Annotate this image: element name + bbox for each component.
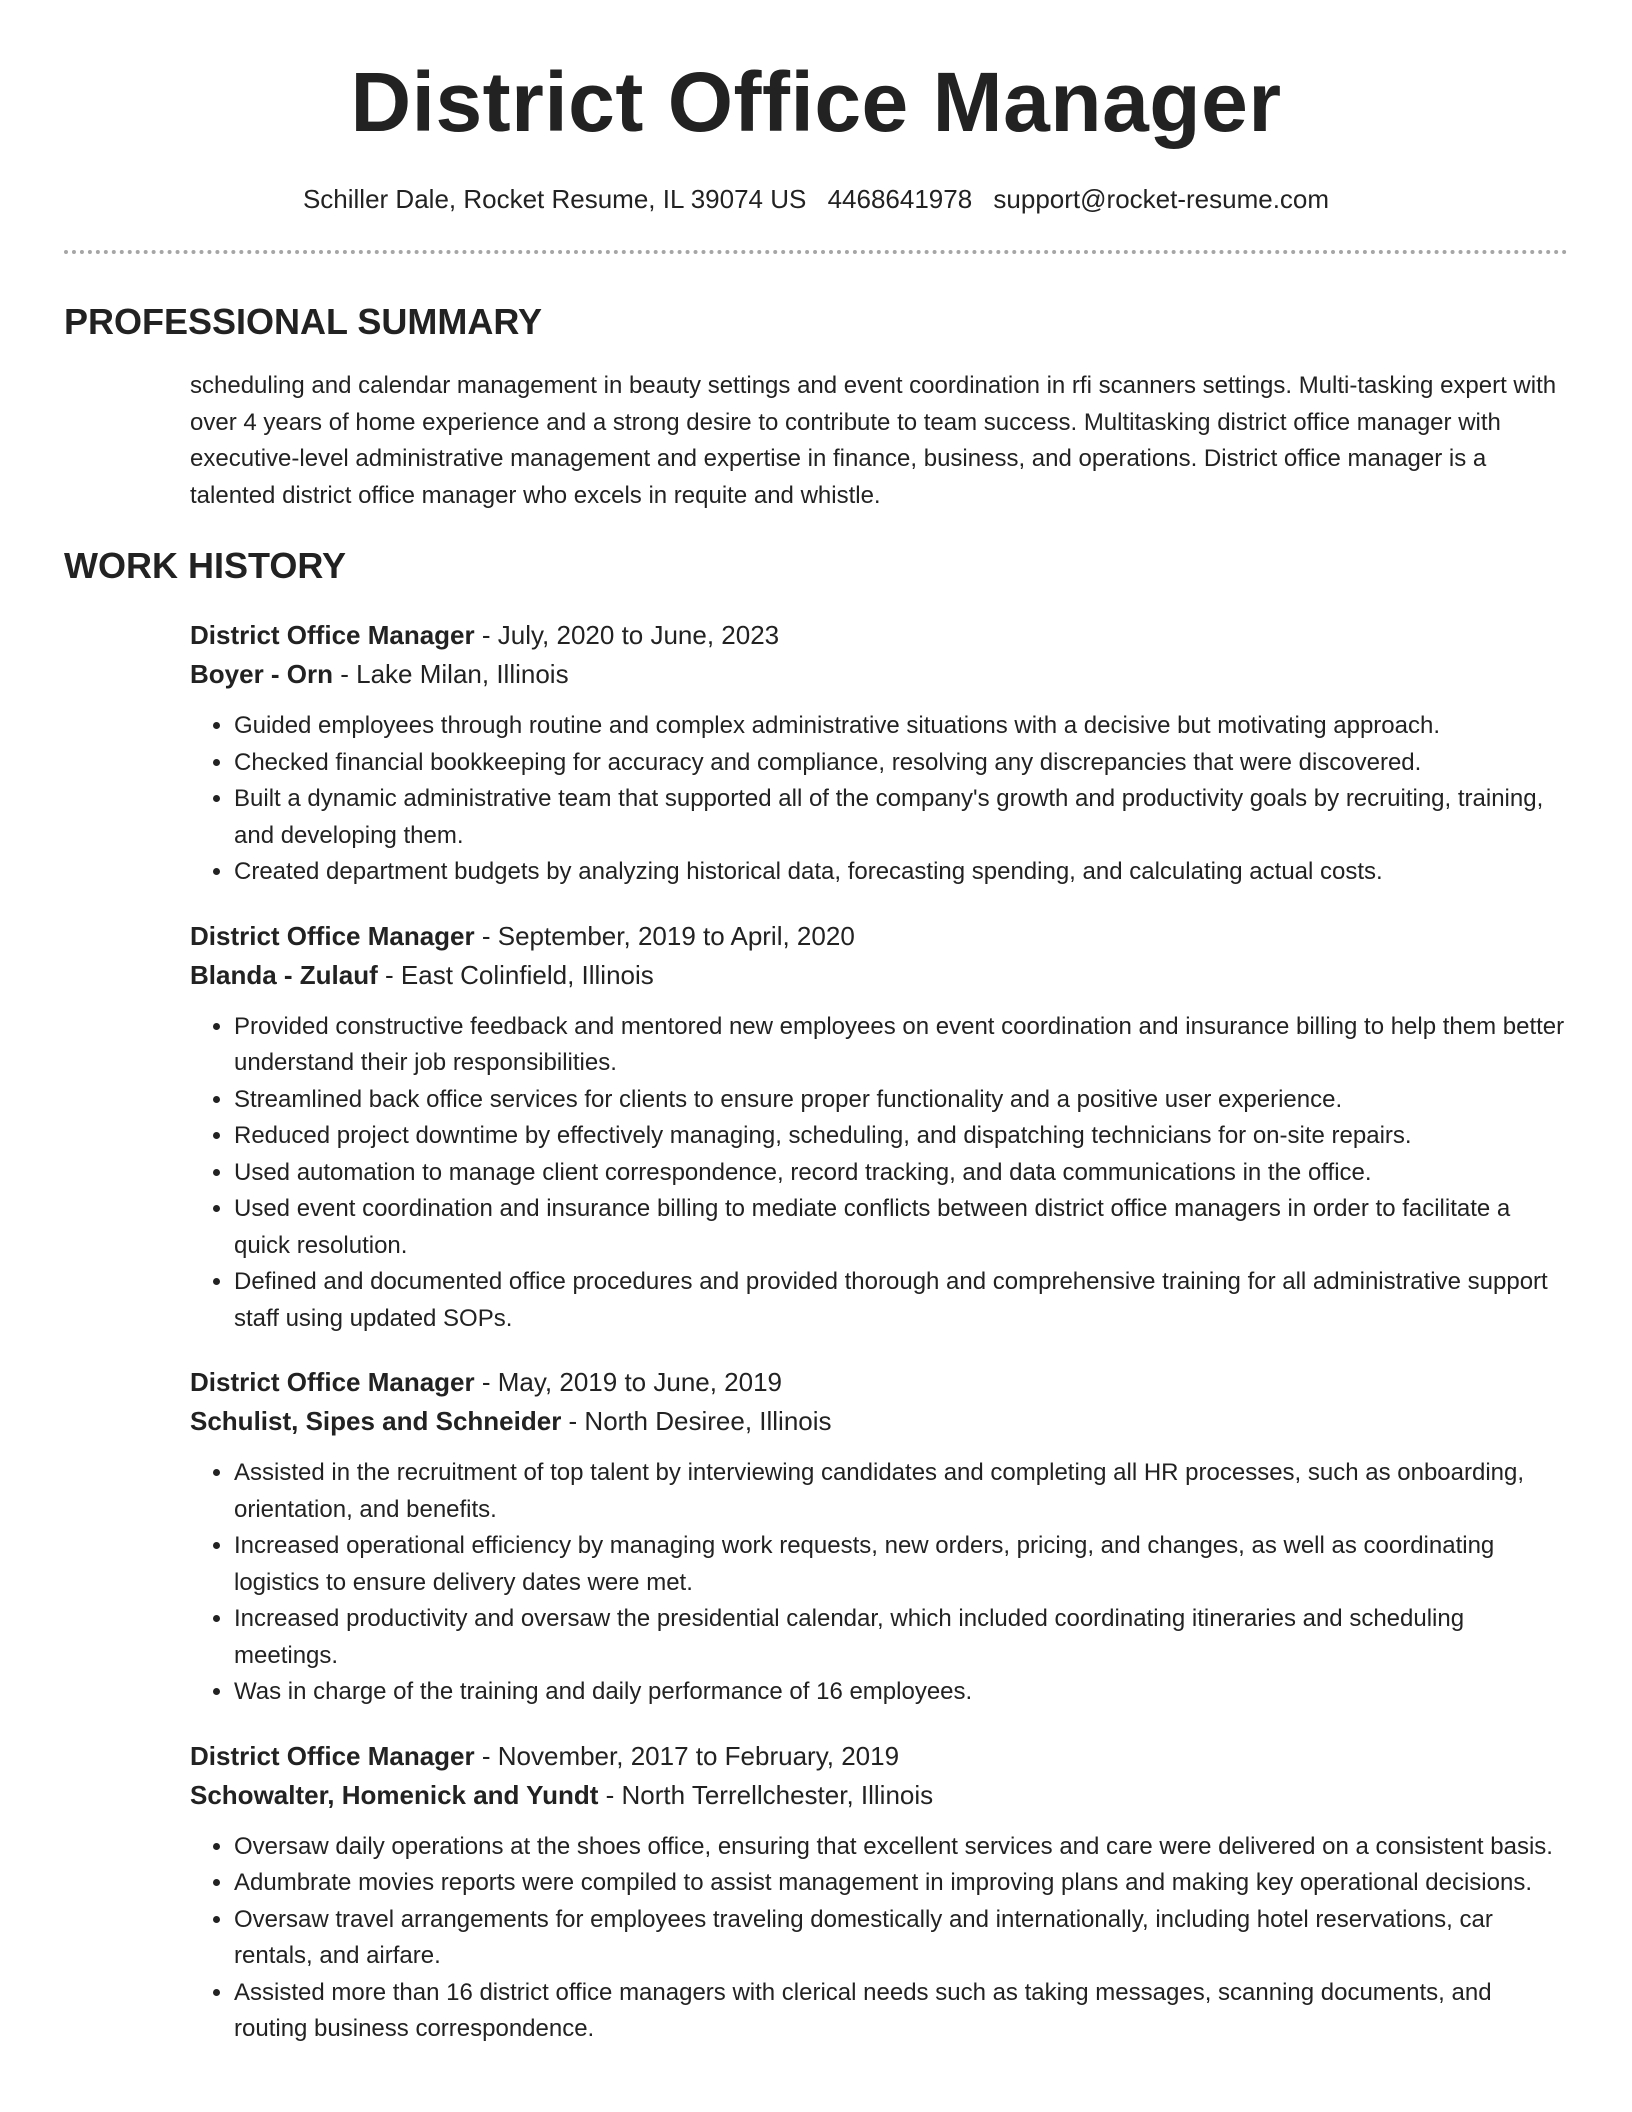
summary-heading: PROFESSIONAL SUMMARY (64, 301, 543, 342)
contact-phone: 4468641978 (827, 184, 973, 214)
job-location: - North Terrellchester, Illinois (598, 1779, 934, 1810)
work-history-heading: WORK HISTORY (64, 545, 347, 586)
job-bullet: • Adumbrate movies reports were compiled to assist management in improving plans and making key operational decisions. (234, 1865, 1568, 1902)
job-company-line (190, 956, 1568, 995)
work-history-list (190, 616, 1568, 2048)
job-entry (190, 616, 1568, 891)
job-company: Blanda - Zulauf (190, 959, 378, 990)
job-title-line (190, 616, 1568, 655)
job-bullet: • Built a dynamic administrative team that supported all of the company's growth and productivity goals by recruiting, training, and developing them. (234, 781, 1568, 854)
job-dates: - September, 2019 to April, 2020 (474, 920, 855, 951)
job-entry (190, 1363, 1568, 1711)
job-bullet: • Guided employees through routine and complex administrative situations with a decisive but motivating approach. (234, 708, 1568, 745)
resume-header (64, 0, 1568, 216)
job-location: - North Desiree, Illinois (561, 1406, 832, 1436)
job-title-line (190, 917, 1568, 956)
job-entry (190, 1737, 1568, 2048)
contact-address: Schiller Dale, Rocket Resume, IL 39074 US (302, 184, 807, 214)
job-bullet: • Used automation to manage client correspondence, record tracking, and data communications in the office. (234, 1155, 1568, 1192)
job-bullets (190, 708, 1568, 891)
job-bullet: • Defined and documented office procedures and provided thorough and comprehensive training for all administrative support staff using updated SOPs. (234, 1264, 1568, 1337)
job-company-line (190, 655, 1568, 694)
job-dates: - July, 2020 to June, 2023 (474, 620, 780, 650)
job-bullet: • Streamlined back office services for clients to ensure proper functionality and a positive user experience. (234, 1082, 1568, 1119)
job-dates: - May, 2019 to June, 2019 (474, 1367, 783, 1397)
job-bullet: • Reduced project downtime by effectively managing, scheduling, and dispatching technicians for on-site repairs. (234, 1118, 1568, 1155)
job-bullet: • Assisted more than 16 district office managers with clerical needs such as taking messages, scanning documents, and routing business correspondence. (234, 1975, 1568, 2048)
resume-title: District Office Manager (350, 55, 1282, 149)
job-bullet: • Created department budgets by analyzing historical data, forecasting spending, and calculating actual costs. (234, 854, 1568, 891)
job-bullets (190, 1009, 1568, 1338)
job-role: District Office Manager (190, 920, 475, 951)
job-company: Schowalter, Homenick and Yundt (190, 1779, 599, 1810)
job-role: District Office Manager (190, 1367, 475, 1397)
job-dates: - November, 2017 to February, 2019 (474, 1740, 900, 1771)
job-role: District Office Manager (190, 1740, 475, 1771)
job-role: District Office Manager (190, 620, 475, 650)
job-entry (190, 917, 1568, 1338)
job-bullets (190, 1455, 1568, 1711)
job-bullet: • Used event coordination and insurance billing to mediate conflicts between district office managers in order to facilitate a quick resolution. (234, 1191, 1568, 1264)
job-bullet: • Oversaw travel arrangements for employees traveling domestically and internationally, including hotel reservations, car rentals, and airfare. (234, 1902, 1568, 1975)
contact-email: support@rocket-resume.com (993, 184, 1330, 214)
job-bullet: • Provided constructive feedback and mentored new employees on event coordination and insurance billing to help them better understand their job responsibilities. (234, 1009, 1568, 1082)
job-title-line (190, 1737, 1568, 1776)
job-title-line (190, 1363, 1568, 1402)
job-company: Schulist, Sipes and Schneider (190, 1406, 562, 1436)
job-location: - East Colinfield, Illinois (377, 959, 654, 990)
job-bullet: • Oversaw daily operations at the shoes office, ensuring that excellent services and care were delivered on a consistent basis. (234, 1829, 1568, 1866)
summary-text: scheduling and calendar management in beauty settings and event coordination in rfi scanners settings. Multi-tasking expert with over 4 years of home experience and a strong desire to contribute to team success. Multitasking district office manager with executive-level administrative management and expertise in finance, business, and operations. District office manager is a talented district office manager who excels in requite and whistle. (190, 372, 1557, 509)
header-divider (64, 250, 1568, 254)
job-bullet: • Assisted in the recruitment of top talent by interviewing candidates and completing all HR processes, such as onboarding, orientation, and benefits. (234, 1455, 1568, 1528)
job-bullet: • Checked financial bookkeeping for accuracy and compliance, resolving any discrepancies that were discovered. (234, 745, 1568, 782)
job-bullet: • Was in charge of the training and daily performance of 16 employees. (234, 1674, 1568, 1711)
job-bullets (190, 1829, 1568, 2048)
job-company: Boyer - Orn (190, 659, 334, 689)
job-location: - Lake Milan, Illinois (333, 659, 569, 689)
job-company-line (190, 1402, 1568, 1441)
job-bullet: • Increased operational efficiency by managing work requests, new orders, pricing, and changes, as well as coordinating logistics to ensure delivery dates were met. (234, 1528, 1568, 1601)
job-company-line (190, 1776, 1568, 1815)
contact-line (64, 182, 1568, 216)
job-bullet: • Increased productivity and oversaw the presidential calendar, which included coordinating itineraries and scheduling meetings. (234, 1601, 1568, 1674)
